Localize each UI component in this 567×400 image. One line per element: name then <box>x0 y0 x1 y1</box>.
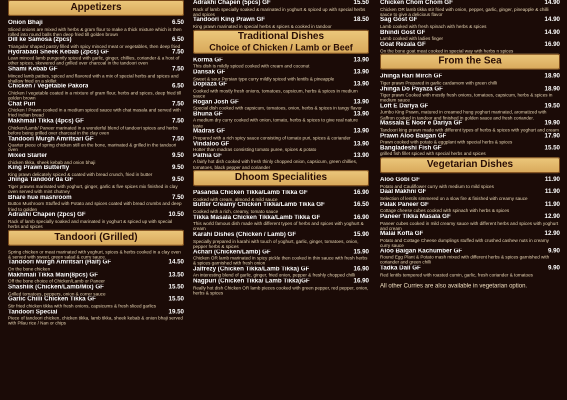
menu-column-2 <box>193 0 369 398</box>
menu-item-name: Korma GF <box>193 57 223 64</box>
menu-item-price: 13.90 <box>353 80 369 88</box>
menu-section <box>380 54 560 157</box>
menu-section <box>193 0 369 29</box>
menu-item <box>8 249 184 259</box>
menu-item <box>380 30 560 42</box>
menu-item-description: Quarter piece of spring chicken still on the bone, marinated & grilled in the tandoori oven <box>8 142 177 153</box>
menu-item-name: Tikka Masala Chicken Tikka/Lamb Tikka GF <box>193 214 321 221</box>
menu-item-name: Shami Kebab GF <box>8 66 58 73</box>
menu-item <box>380 86 560 103</box>
menu-item-price: 6.50 <box>171 36 184 44</box>
menu-item-name: Nagpuri (Chicken Tikka/ Lamb Tikka)GF <box>193 278 310 285</box>
menu-item-name: Chat Puri <box>8 101 36 108</box>
menu-item-description: Rack of lamb specially soaked and marinated in yoghurt & spiced up with special herbs and spices <box>8 218 173 229</box>
menu-item-price: 9.50 <box>171 176 184 184</box>
menu-item-name: Pasanda Chicken Tikka/Lamb Tikka GF <box>193 190 308 197</box>
menu-item-name: Tandoori Murgh Amritsari (Half) GF <box>8 260 112 267</box>
menu-item-name: Tadka Dall GF <box>380 265 421 272</box>
menu-item-description: Hotter than madras consisting tomato puree, spices & potato <box>193 147 317 153</box>
menu-item-name: Bhindi Gost GF <box>380 29 426 36</box>
menu-item-description: Chicken OR lamb marinated in spicy pickle then cooked in thin sauce with fresh herbs & spices garnished with fresh onion <box>193 255 368 266</box>
menu-item-price: 13.90 <box>353 110 369 118</box>
menu-item <box>193 232 369 249</box>
menu-item-description: Lamb cooked with fresh spinach with herbs & spices <box>380 23 487 29</box>
menu-item <box>193 267 369 279</box>
menu-item-price: 10.50 <box>168 211 184 219</box>
menu-item <box>8 178 184 195</box>
menu-item-description: Tandoori king prawn made with different types of herbs & spices with yoghurt and cream <box>380 127 559 133</box>
menu-item-price: 17.90 <box>544 131 560 139</box>
menu-item-price: 13.90 <box>353 56 369 64</box>
menu-item <box>8 212 184 229</box>
menu-section <box>380 0 560 53</box>
menu-item-description: Potato and Cauliflower curry with medium to mild spices <box>380 183 494 189</box>
menu-item-description: Really hot dish Chicken OR lamb pieces cooked with green pepper, red pepper, onion, herbs & spices <box>193 285 369 296</box>
menu-item-name: Palak Paneer GF <box>380 201 429 208</box>
menu-item-price: 11.90 <box>544 188 560 196</box>
menu-item-description: Stir fried chicken tikka with fresh onions, capsicums & fresh sliced garlics <box>8 303 157 309</box>
menu-item-price: 14.90 <box>544 28 560 36</box>
menu-item-price: 16.90 <box>353 265 369 273</box>
section-banner <box>380 157 560 173</box>
menu-column-1 <box>8 0 184 398</box>
menu-item <box>380 189 560 201</box>
menu-item-name: Bangladeshi Fish GF <box>380 145 442 152</box>
menu-item <box>8 272 184 284</box>
menu-column-3 <box>380 0 560 398</box>
menu-item-description: Triangular shaped pastry filled with spicy minced meat or vegetables, then deep fried <box>8 43 181 49</box>
menu-item-name: Onion Bhaji <box>8 19 43 26</box>
menu-item-price: 7.50 <box>171 65 184 73</box>
menu-item-name: Tandoori Murgh Amritsari GF <box>8 135 94 142</box>
menu-item-price: 9.50 <box>171 164 184 172</box>
menu-section <box>8 0 184 229</box>
menu-item-price: 6.50 <box>171 82 184 90</box>
menu-item-price: 6.50 <box>171 18 184 26</box>
menu-item-description: Cottage cheese cubes cooked with spinach with herbs & spices <box>380 208 510 214</box>
menu-item-price: 9.90 <box>547 264 560 272</box>
menu-item-description: A fairly hot dish cooked with fresh thinly chopped onion, capsicum, green chillies, tomatoes, black pepper and coriander <box>193 159 358 170</box>
menu-item <box>380 103 560 120</box>
vegetarian-note: All other Curries are also available in vegetarian option. <box>380 283 528 290</box>
menu-item <box>380 248 560 265</box>
menu-item-description: Lamb cooked with ladies finger <box>380 36 444 42</box>
menu-item-name: Massala E Noor e Dariya GF <box>380 120 463 127</box>
section-title: Dhoom Specialities <box>234 172 328 184</box>
menu-item-name: Hydrabadi Sheek Kebab (2pcs) GF <box>8 49 110 56</box>
menu-item-name: Loft E Dariya GF <box>380 103 429 110</box>
menu-item <box>380 145 560 157</box>
menu-item <box>193 190 369 202</box>
menu-item-price: 14.50 <box>168 259 184 267</box>
menu-item-price: 7.50 <box>171 134 184 142</box>
menu-item-price: 11.90 <box>544 200 560 208</box>
menu-item <box>8 165 184 177</box>
section-title: Appetizers <box>70 1 122 13</box>
menu-item-name: Makhmali Tikka (4pcs) GF <box>8 118 84 125</box>
menu-item-name: Jhinga Tandoor da GF <box>8 177 74 184</box>
menu-item-price: 12.90 <box>544 212 560 220</box>
menu-item-price: 19.50 <box>544 102 560 110</box>
menu-item-name: Aloo Gobi GF <box>380 177 420 184</box>
menu-item-description: Round Egg Plant & Potato mash mixed with different herbs & spices garnished with coriander and green chilli <box>380 254 550 266</box>
menu-item <box>193 215 369 232</box>
menu-item <box>8 297 184 309</box>
menu-item <box>193 141 369 153</box>
menu-item <box>193 17 369 29</box>
menu-item-name: Vindaloo GF <box>193 140 230 147</box>
menu-item-description: Rack of lamb specially soaked & marinated in yoghurt & spiced up with special herbs and spices <box>193 6 366 17</box>
menu-item-description: chicken tikka, sheek kebab and onion bhaji <box>8 159 96 165</box>
menu-item-description: This world famous dish made with different types of herbs and spices with yoghurt & cream <box>193 221 364 232</box>
menu-item-description: King prawn delicately spiced & coated with bread crunch, fried in butter <box>8 171 153 177</box>
menu-item <box>8 37 184 49</box>
menu-item <box>380 214 560 231</box>
menu-item <box>193 99 369 111</box>
menu-item-name: Tandoori Special <box>8 308 58 315</box>
menu-item-name: Madras GF <box>193 128 225 135</box>
menu-item-price: 14.90 <box>544 16 560 24</box>
menu-item <box>380 266 560 278</box>
menu-item-description: Chicken/Lamb/ Paneer marinated in a wonderful blend of tandoori spices and herbs before being grilled over charcoal in the clay oven <box>8 125 178 136</box>
menu-item-name: Jhinga Hari Mirch GF <box>380 73 443 80</box>
menu-item <box>8 260 184 272</box>
menu-item-description: Prepared with a rich spicy sauce consisting of tomato puri, spices & coriander <box>193 135 351 141</box>
menu-item-price: 15.90 <box>353 248 369 256</box>
menu-item-price: 15.90 <box>353 230 369 238</box>
menu-item-name: Paneer Tikka Masala GF <box>380 213 451 220</box>
menu-item <box>193 249 369 266</box>
menu-item-description: Off the bone choice of Chicken/Lamb or Paneer <box>8 278 105 284</box>
menu-item-description: Spring chicken or meat marinated with yoghurt, spices & herbs cooked in a clay oven & served with sweet, green salad & curry sauce. <box>8 249 181 260</box>
menu-item-price: 16.90 <box>544 40 560 48</box>
menu-item <box>193 111 369 128</box>
section-subtitle: Choice of Chicken / Lamb or Beef <box>209 42 353 53</box>
menu-item <box>8 101 184 118</box>
section-banner <box>193 30 369 54</box>
menu-item-name: Makhmali Tikka Main(8pcs) GF <box>8 272 98 279</box>
menu-item <box>380 121 560 133</box>
menu-item <box>193 202 369 214</box>
section-banner <box>380 54 560 70</box>
menu-item-description: Selection of lentils simmered on a slow fire & finished with creamy sauce <box>380 195 528 201</box>
menu-item-name: Mixed Starter <box>8 153 48 160</box>
menu-item-price: 7.50 <box>171 48 184 56</box>
menu-item-name: Rogan Josh GF <box>193 99 239 106</box>
menu-item-name: Chicken Chom Chom GF <box>380 0 453 6</box>
menu-item-price: 13.50 <box>168 271 184 279</box>
menu-item-name: Aloo Baigan Kachumber GF <box>380 248 463 255</box>
menu-item-description: Minced lamb patties, spiced and flavored with a mix of special herbs and spices and shallow fried on a skillet <box>8 73 179 84</box>
menu-item-description: Piece of tandoori chicken, chicken tikka, lamb tikka, sheek kebab & onion bhaji served with Pilau rice / Nan or chips <box>8 315 183 326</box>
menu-item <box>8 119 184 136</box>
section-title: Vegetarian Dishes <box>426 159 514 171</box>
menu-item-description: Specially prepared in karahi with touch of yoghurt, garlic, ginger, tomatoes, onion, pepper herbs & spices <box>193 238 359 249</box>
menu-item-price: 13.90 <box>353 152 369 160</box>
menu-item-description: Special dish cooked with capsicum, tomatoes, onion, herbs & spices in tangy flavor <box>193 105 362 111</box>
menu-item-description: Chicken / Prawn cooked in a medium spiced sauce with chat masala and served with fried Indian bread <box>8 107 181 118</box>
menu-item <box>8 309 184 326</box>
section-banner <box>193 170 369 186</box>
menu-item-price: 12.90 <box>544 230 560 238</box>
menu-item <box>380 177 560 189</box>
menu-item-description: grilled fish fillet spiced with special herbs and spices <box>380 151 486 157</box>
menu-item <box>193 82 369 99</box>
section-banner <box>8 229 184 245</box>
section-banner <box>8 0 184 16</box>
menu-item-price: 18.90 <box>544 85 560 93</box>
menu-item-description: This dish is mildly spiced cooked with cream and coconut <box>193 63 310 69</box>
menu-item-price: 9.50 <box>171 152 184 160</box>
menu-item <box>380 74 560 86</box>
menu-item <box>8 153 184 165</box>
menu-item-name: Dill ke Samosa (2pcs) <box>8 37 72 44</box>
menu-item <box>8 136 184 153</box>
menu-item-price: 19.50 <box>168 307 184 315</box>
menu-item-price: 13.90 <box>353 127 369 135</box>
menu-item-price: 15.50 <box>168 295 184 303</box>
menu-item-name: Goat Rezala GF <box>380 41 426 48</box>
menu-item <box>8 195 184 212</box>
menu-item-description: Grilled tomatoes, peppers, onion & correr sauce <box>8 291 106 297</box>
menu-item-name: Daal Makhni GF <box>380 189 427 196</box>
menu-item <box>193 57 369 69</box>
menu-item-name: Karahi Dishes (Chicken / Lamb) GF <box>193 231 297 238</box>
menu-item <box>193 153 369 170</box>
menu-item <box>8 20 184 37</box>
menu-item <box>380 0 560 17</box>
menu-item-description: Cooked with cream, almond & mild sauce <box>193 196 278 202</box>
menu-item-description: Paneer cubes cooked in mild creamy sauce with different herbs and spices with yoghurt and cream <box>380 220 559 231</box>
menu-item <box>380 202 560 214</box>
menu-item-name: Prawn Aloo Baigan GF <box>380 132 447 139</box>
menu-item-price: 19.90 <box>544 119 560 127</box>
menu-item-description: Jumbo King Prawn, matured in creamed hung yoghurt marinated, aromatized with Saffron cooked in tandoor and finished in golden sauce and fresh coriander. <box>380 109 547 120</box>
menu-item-description: Chicken OR lamb tikka stir fried with onion, pepper, garlic, ginger, pineapple & chilli sauce to give a delicious flavor <box>380 6 549 17</box>
menu-item-description: Chicken / vegetable coated in a mixture of gram flour, herbs and spices, deep fried till golden brown <box>8 90 182 101</box>
menu-item-name: Dopiaza GF <box>193 81 228 88</box>
menu-item-price: 18.90 <box>544 72 560 80</box>
menu-item-description: Cooked with a rich, creamy, tomato sauce <box>193 209 279 214</box>
menu-item-description: Sliced onions are mixed with herbs & gram flour to make a thick mixture which is then rolled into round balls then deep fried till golden brown <box>8 26 182 37</box>
menu-item-price: 15.50 <box>168 283 184 291</box>
menu-item-name: Butter Creamy Chicken Tikka/Lamb Tikka GF <box>193 202 325 209</box>
menu-item-name: Malai Kofta GF <box>380 231 424 238</box>
menu-item-name: Adrakhi Chapen (5pcs) GF <box>193 0 271 6</box>
menu-section <box>193 170 369 295</box>
menu-item-description: Tiger prawn Cooked with mostly fresh onions, tomatoes, capsicum, herbs & spices in medium sauce <box>380 92 553 103</box>
menu-item-description: Red lentils tempered with roasted cumin, garlic, fresh coriander & tomatoes <box>380 272 533 278</box>
menu-item-price: 16.90 <box>353 213 369 221</box>
menu-item-price: 13.90 <box>353 68 369 76</box>
menu-item <box>380 42 560 54</box>
menu-item-price: 16.50 <box>353 201 369 209</box>
menu-item-description: On the bone goat meat cooked in special way with herbs n spices <box>380 48 514 54</box>
menu-item <box>193 129 369 141</box>
menu-section <box>380 157 560 277</box>
menu-item-description: Tiger prawn Prepared in garlic cardamom with green chilli <box>380 80 498 86</box>
menu-item-description: Tiger prawns marinated with yoghurt, ginger, garlic & five spices mix finished in clay oven served with mint chutney <box>8 184 178 195</box>
menu-item <box>193 0 369 17</box>
menu-item-name: Chicken / Vegetable Pakora <box>8 83 89 90</box>
menu-item <box>8 49 184 66</box>
section-title: Traditional Dishes <box>237 30 325 42</box>
menu-item <box>193 70 369 82</box>
menu-item-price: 7.50 <box>171 117 184 125</box>
menu-item-name: Adrakhi Chapen (2pcs) GF <box>8 212 86 219</box>
menu-item-name: Pathia GF <box>193 153 222 160</box>
menu-item-price: 7.50 <box>171 100 184 108</box>
menu-item <box>380 133 560 145</box>
menu-item-name: Dansak GF <box>193 69 226 76</box>
menu-item-name: Shashlik (Chicken/Lamb/Mix) GF <box>8 284 104 291</box>
menu-item-description: An interesting blend of garlic, ginger, fried onion, pepper & freshly chopped chilli <box>193 273 356 279</box>
menu-item-price: 15.50 <box>353 0 369 6</box>
section-title: From the Sea <box>438 55 502 67</box>
menu-item <box>8 84 184 101</box>
menu-item-name: Garlic Chilli Chicken Tikka GF <box>8 296 96 303</box>
menu-item-description: Potato and Cottage Cheese dumplings stuffed with crushed cashew nuts in creamy curry sauce <box>380 237 549 248</box>
menu-item-description: A medium dry curry cooked with onion, tomato, herbs & spices to give real nature taste <box>193 117 358 128</box>
menu-item-price: 13.90 <box>353 139 369 147</box>
menu-item-price: 15.50 <box>544 144 560 152</box>
menu-item-description: King prawn marinated in special herbs & spices & cooked in tandoor <box>193 23 332 29</box>
menu-section <box>8 229 184 325</box>
menu-item-description: Prawn cooked with potato & eggplant with special herbs & spices <box>380 139 513 145</box>
menu-item-name: Jhinga Do Payaza GF <box>380 86 443 93</box>
menu-item-name: Sag Gost GF <box>380 17 418 24</box>
menu-item-description: Lean minced lamb pungently spiced with garlic, ginger, chillies, coriander & a host of other spices, skewered and grilled over charcoal in the tandoori oven <box>8 55 180 67</box>
menu-item-price: 9.90 <box>547 247 560 255</box>
menu-item-price: 11.90 <box>544 176 560 184</box>
menu-item-price: 16.90 <box>353 189 369 197</box>
menu-item-price: 13.90 <box>353 98 369 106</box>
menu-item-description: Sweet & sour Persian type curry mildly spiced with lentils & pineapple <box>193 76 335 82</box>
menu-item-price: 16.90 <box>353 277 369 285</box>
menu-item-name: Tandoori King Prawn GF <box>193 17 266 24</box>
menu-item-price: 14.90 <box>544 0 560 6</box>
menu-item-price: 18.50 <box>353 16 369 24</box>
menu-item-price: 7.50 <box>171 193 184 201</box>
menu-item-name: Achari (Chicken/Lamb) GF <box>193 249 271 256</box>
menu-item-name: Jalfrezy (Chicken Tikka/Lamb Tikka) GF <box>193 266 310 273</box>
menu-item <box>8 67 184 84</box>
menu-item-description: Cooked with mostly fresh onions, tomatoes, capsicum, herbs & spices in medium sauce <box>193 88 358 99</box>
menu-item-name: Bhare hue mashroom <box>8 194 72 201</box>
section-title: Tandoori (Grilled) <box>54 231 138 243</box>
menu-item <box>380 17 560 29</box>
menu-section <box>193 30 369 170</box>
menu-item-name: King Prawn Butterfly <box>8 165 70 172</box>
menu-item <box>380 231 560 248</box>
menu-item-description: Button Mushroom Stuffed with Potato and spices coated with bread crumbs and deep fried to golden <box>8 201 182 212</box>
menu-item-name: Bhuna GF <box>193 111 223 118</box>
menu-item <box>193 279 369 296</box>
menu-item-description: On the bone chicken <box>8 266 51 272</box>
menu-item <box>8 285 184 297</box>
